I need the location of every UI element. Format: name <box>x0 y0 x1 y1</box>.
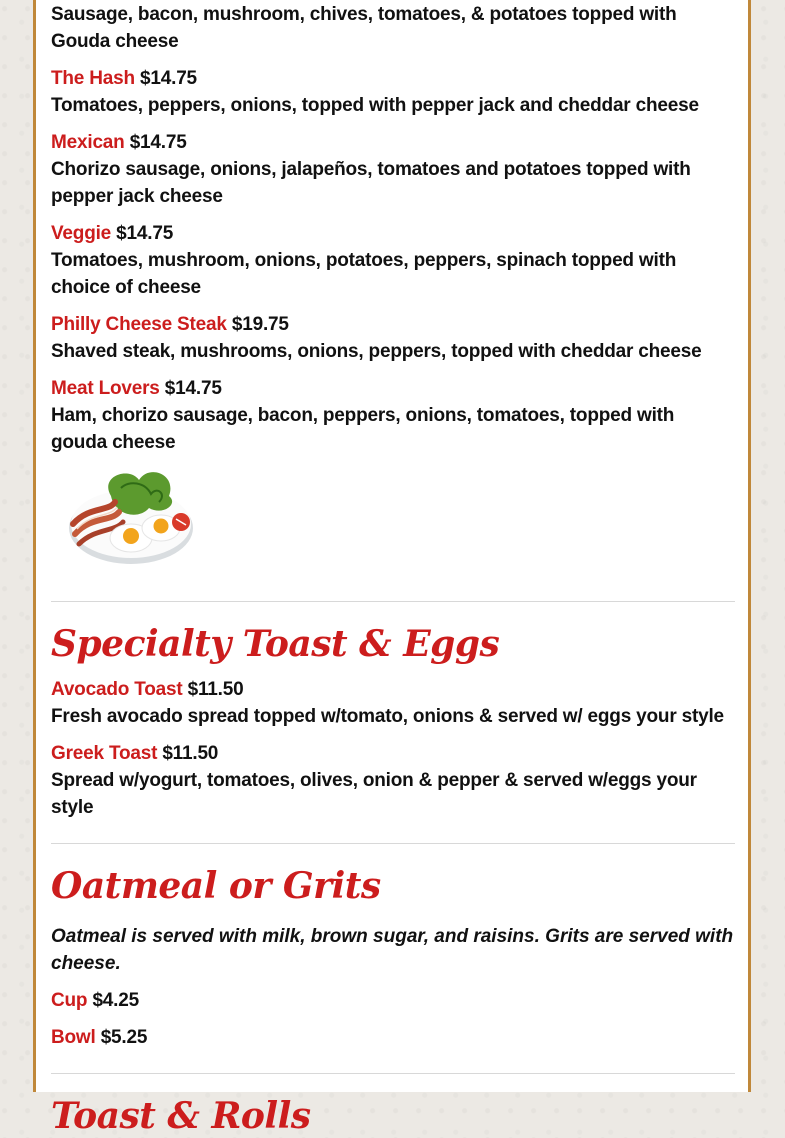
item-price: $11.50 <box>187 679 244 700</box>
section-note: Oatmeal is served with milk, brown sugar, and raisins. Grits are served with cheese. <box>51 926 734 974</box>
item-price: $11.50 <box>162 743 219 764</box>
item-description: Tomatoes, peppers, onions, topped with pepper jack and cheddar cheese <box>51 95 699 116</box>
item-description: Ham, chorizo sausage, bacon, peppers, onions, tomatoes, topped with gouda cheese <box>51 405 675 453</box>
item-name: Philly Cheese Steak <box>51 314 227 335</box>
section-divider <box>51 1073 735 1074</box>
item-price: $19.75 <box>231 314 289 335</box>
menu-item-avocado-toast <box>51 676 735 703</box>
item-price: $4.25 <box>92 990 139 1011</box>
item-name: Avocado Toast <box>51 679 183 700</box>
item-price: $5.25 <box>100 1027 148 1048</box>
item-name: Bowl <box>51 1027 96 1048</box>
item-description: Spread w/yogurt, tomatoes, olives, onion & pepper & served w/eggs your style <box>51 770 697 818</box>
bacon-and-eggs-plate-icon <box>59 466 204 576</box>
item-description: Sausage, bacon, mushroom, chives, tomatoes, & potatoes topped with Gouda cheese <box>51 4 677 52</box>
menu-item-the-hash <box>51 65 735 92</box>
menu-item-philly-cheese-steak <box>51 311 735 338</box>
section-divider <box>51 601 735 602</box>
menu-content <box>51 0 735 1138</box>
item-price: $14.75 <box>164 378 222 399</box>
section-title-oatmeal: Oatmeal or Grits <box>51 865 381 907</box>
menu-item-cup <box>51 987 735 1014</box>
item-description: Tomatoes, mushroom, onions, potatoes, peppers, spinach topped with choice of cheese <box>51 250 677 298</box>
item-price: $14.75 <box>129 132 187 153</box>
menu-panel <box>33 0 751 1137</box>
item-name: Veggie <box>51 223 112 244</box>
item-name: Cup <box>51 990 88 1011</box>
item-name: Meat Lovers <box>51 378 160 399</box>
menu-item-greek-toast <box>51 740 735 767</box>
item-description: Chorizo sausage, onions, jalapeños, tomatoes and potatoes topped with pepper jack cheese <box>51 159 691 207</box>
item-description: Shaved steak, mushrooms, onions, peppers, topped with cheddar cheese <box>51 341 702 362</box>
section-title-toast-rolls: Toast & Rolls <box>51 1095 311 1137</box>
menu-item-mexican <box>51 129 735 156</box>
menu-item-meat-lovers <box>51 375 735 402</box>
item-description: Fresh avocado spread topped w/tomato, onions & served w/ eggs your style <box>51 706 724 727</box>
section-divider <box>51 843 735 844</box>
item-name: The Hash <box>51 68 135 89</box>
menu-item-veggie <box>51 220 735 247</box>
item-price: $14.75 <box>140 68 197 89</box>
menu-item-bowl <box>51 1024 735 1051</box>
section-title-specialty-toast: Specialty Toast & Eggs <box>51 623 500 665</box>
item-name: Mexican <box>51 132 125 153</box>
item-name: Greek Toast <box>51 743 158 764</box>
item-price: $14.75 <box>116 223 174 244</box>
